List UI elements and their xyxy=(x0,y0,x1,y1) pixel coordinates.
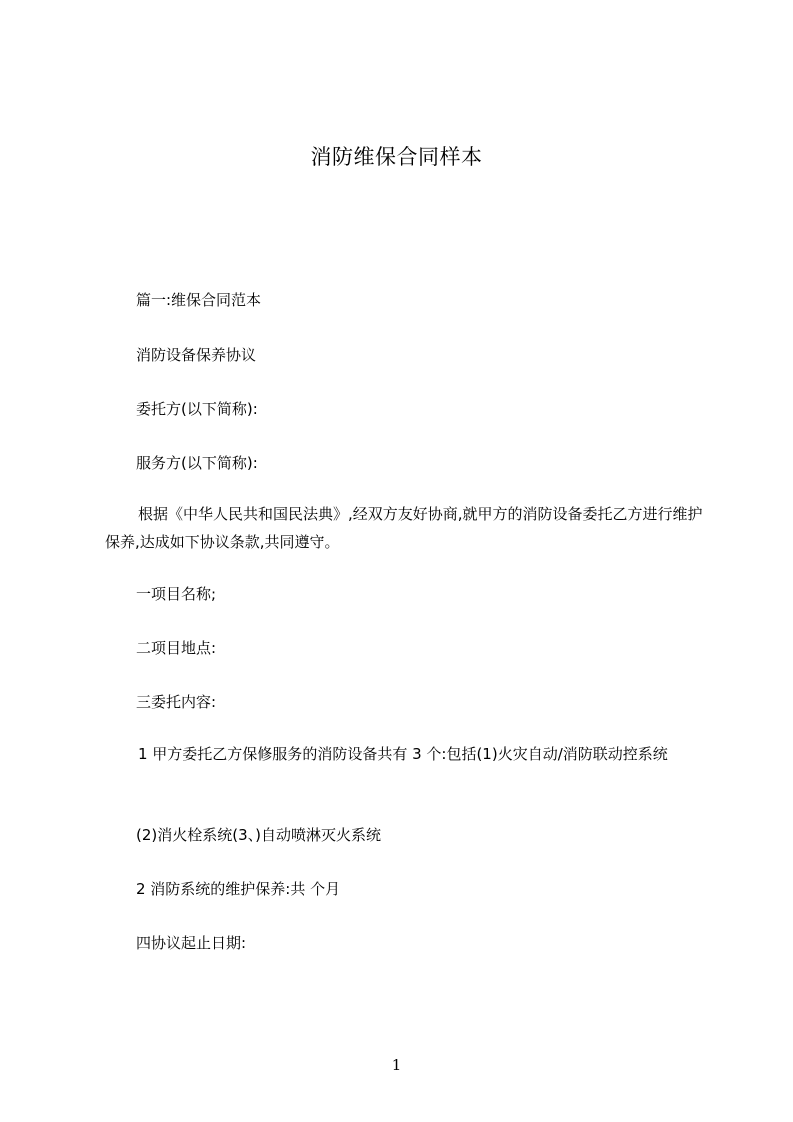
project-name-item: 一项目名称; xyxy=(136,585,217,603)
document-title: 消防维保合同样本 xyxy=(310,145,483,169)
commission-content-item: 三委托内容: xyxy=(136,693,217,711)
equipment-description: 1 甲方委托乙方保修服务的消防设备共有 3 个:包括(1)火灾自动/消防联动控系统 xyxy=(138,745,668,763)
project-location-item: 二项目地点: xyxy=(136,639,217,657)
equipment-systems: (2)消火栓系统(3、)自动喷淋灭火系统 xyxy=(136,826,381,844)
client-party: 委托方(以下简称): xyxy=(136,400,258,418)
agreement-name: 消防设备保养协议 xyxy=(136,346,257,364)
service-party: 服务方(以下简称): xyxy=(136,454,258,472)
page-number: 1 xyxy=(391,1056,402,1074)
maintenance-period: 2 消防系统的维护保养:共 个月 xyxy=(136,880,341,898)
agreement-preamble: 根据《中华人民共和国民法典》,经双方友好协商,就甲方的消防设备委托乙方进行维护保养,达成如下协议条款,共同遵守。 xyxy=(105,505,703,551)
agreement-dates: 四协议起止日期: xyxy=(136,934,247,952)
section-heading: 篇一:维保合同范本 xyxy=(136,291,262,309)
